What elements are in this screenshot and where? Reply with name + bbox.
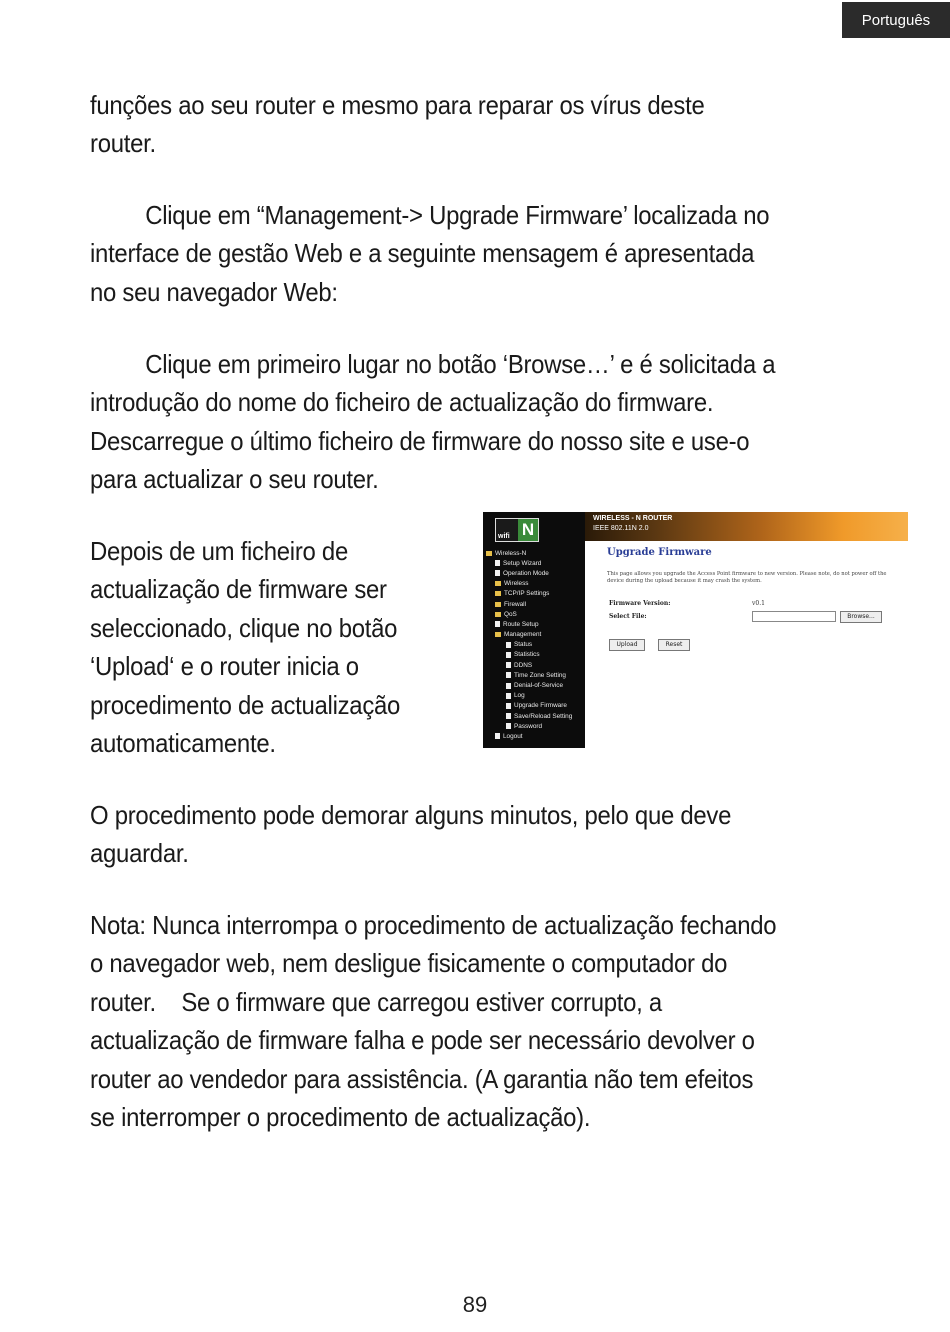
tree-label: Time Zone Setting (514, 671, 566, 679)
screenshot-sidebar (483, 512, 585, 748)
paragraph-management (90, 196, 769, 311)
logo-badge: N (518, 519, 538, 541)
tree-item-log (486, 691, 585, 701)
tree-item-ddns (486, 660, 585, 670)
screenshot-content (607, 541, 908, 748)
text-line: router ao vendedor para assistência. (A garantia não tem efeitos (90, 1063, 754, 1094)
tree-label: Upgrade Firmware (514, 702, 567, 710)
text-line: router. Se o firmware que carregou estiver corrupto, a (90, 986, 662, 1017)
tree-item-setup-wizard (486, 558, 585, 568)
page-icon (506, 703, 511, 709)
text-line: para actualizar o seu router. (90, 464, 379, 495)
paragraph-note (90, 906, 776, 1136)
tree-item-qos (486, 609, 585, 619)
page-icon (495, 733, 500, 739)
banner-title: WIRELESS - N ROUTER (593, 515, 673, 522)
tree-item-wireless (486, 579, 585, 589)
page-icon (506, 693, 511, 699)
text-line: no seu navegador Web: (90, 276, 338, 307)
tree-label: Operation Mode (503, 569, 549, 577)
screenshot-description: This page allows you upgrade the Access Point firmware to new version. Please note, do not power off the device during the upload because it may crash the system. (607, 571, 887, 584)
firmware-version-label: Firmware Version: (609, 600, 671, 607)
tree-label: Route Setup (503, 620, 539, 628)
tree-item-management (486, 630, 585, 640)
page-icon (495, 560, 500, 566)
text-line: Depois de um ficheiro de (90, 536, 348, 566)
folder-icon (495, 591, 501, 596)
text-line: Clique em primeiro lugar no botão ‘Browse…’ e é solicitada a (145, 349, 776, 379)
tree-item-time-zone (486, 670, 585, 680)
tree-label: Status (514, 641, 533, 649)
text-line: router. (90, 128, 156, 159)
tree-label: TCP/IP Settings (504, 590, 550, 598)
tree-label: Wireless-N (495, 549, 527, 557)
tree-label: Log (514, 692, 525, 700)
tree-item-upgrade-firmware (486, 701, 585, 711)
page-icon (506, 652, 511, 658)
text-line: Clique em “Management-> Upgrade Firmware’ localizada no (145, 200, 770, 230)
paragraph-browse (90, 345, 775, 499)
text-line: actualização de firmware ser (90, 574, 387, 605)
tree-label: QoS (504, 610, 517, 618)
text-line: procedimento de actualização (90, 689, 401, 720)
tree-item-logout (486, 731, 585, 741)
tree-item-save-reload (486, 711, 585, 721)
wifi-logo (495, 518, 539, 542)
page-icon (495, 570, 500, 576)
page-icon (506, 642, 511, 648)
folder-icon (486, 551, 492, 556)
text-line: actualização de firmware falha e pode ser necessário devolver o (90, 1025, 755, 1056)
tree-label: Password (514, 722, 543, 730)
folder-icon (495, 612, 501, 617)
text-line: automaticamente. (90, 728, 276, 759)
tree-label: Save/Reload Setting (514, 712, 573, 720)
browse-button: Browse... (840, 611, 882, 623)
page-icon (495, 621, 500, 627)
page-icon (506, 683, 511, 689)
tree-label: Management (504, 631, 542, 639)
file-input-field (752, 611, 836, 622)
banner-subtitle: IEEE 802.11N 2.0 (593, 525, 649, 532)
firmware-version-value: v0.1 (752, 600, 765, 607)
tree-label: Firewall (504, 600, 527, 608)
text-line: ‘Upload‘ e o router inicia o (90, 651, 359, 682)
screenshot-page-title: Upgrade Firmware (607, 547, 712, 558)
logo-text: wifi (498, 533, 510, 540)
folder-icon (495, 632, 501, 637)
text-line: aguardar. (90, 838, 189, 869)
language-tab: Português (842, 2, 950, 38)
nav-tree (486, 548, 585, 742)
page-icon (506, 713, 511, 719)
screenshot-banner (585, 512, 908, 541)
page-number: 89 (462, 1292, 488, 1317)
tree-item-status (486, 640, 585, 650)
paragraph-wait (90, 796, 731, 873)
tree-label: Setup Wizard (503, 559, 542, 567)
select-file-label: Select File: (609, 613, 647, 620)
tree-root (486, 548, 585, 558)
text-line: funções ao seu router e mesmo para reparar os vírus deste (90, 90, 705, 120)
text-line: Nota: Nunca interrompa o procedimento de actualização fechando (90, 910, 777, 940)
tree-item-route-setup (486, 619, 585, 629)
paragraph-intro (90, 86, 704, 163)
folder-icon (495, 602, 501, 607)
tree-item-operation-mode (486, 568, 585, 578)
tree-label: Denial-of-Service (514, 682, 564, 690)
text-line: O procedimento pode demorar alguns minutos, pelo que deve (90, 800, 732, 830)
tree-label: Logout (503, 732, 523, 740)
firmware-upgrade-screenshot (483, 512, 908, 748)
page-icon (506, 723, 511, 729)
reset-button: Reset (658, 639, 690, 651)
upload-button: Upload (609, 639, 645, 651)
text-line: o navegador web, nem desligue fisicamente o computador do (90, 948, 728, 979)
text-line: introdução do nome do ficheiro de actualização do firmware. (90, 387, 714, 418)
text-line: seleccionado, clique no botão (90, 612, 398, 643)
paragraph-upload (90, 532, 400, 762)
text-line: interface de gestão Web e a seguinte mensagem é apresentada (90, 238, 755, 269)
tree-item-statistics (486, 650, 585, 660)
tree-item-password (486, 721, 585, 731)
tree-label: Wireless (504, 580, 529, 588)
page-icon (506, 662, 511, 668)
tree-item-dos (486, 680, 585, 690)
text-line: se interromper o procedimento de actualização). (90, 1102, 591, 1133)
page-icon (506, 672, 511, 678)
text-line: Descarregue o último ficheiro de firmware do nosso site e use-o (90, 425, 750, 456)
tree-label: DDNS (514, 661, 533, 669)
tree-item-firewall (486, 599, 585, 609)
folder-icon (495, 581, 501, 586)
tree-item-tcpip (486, 589, 585, 599)
tree-label: Statistics (514, 651, 540, 659)
